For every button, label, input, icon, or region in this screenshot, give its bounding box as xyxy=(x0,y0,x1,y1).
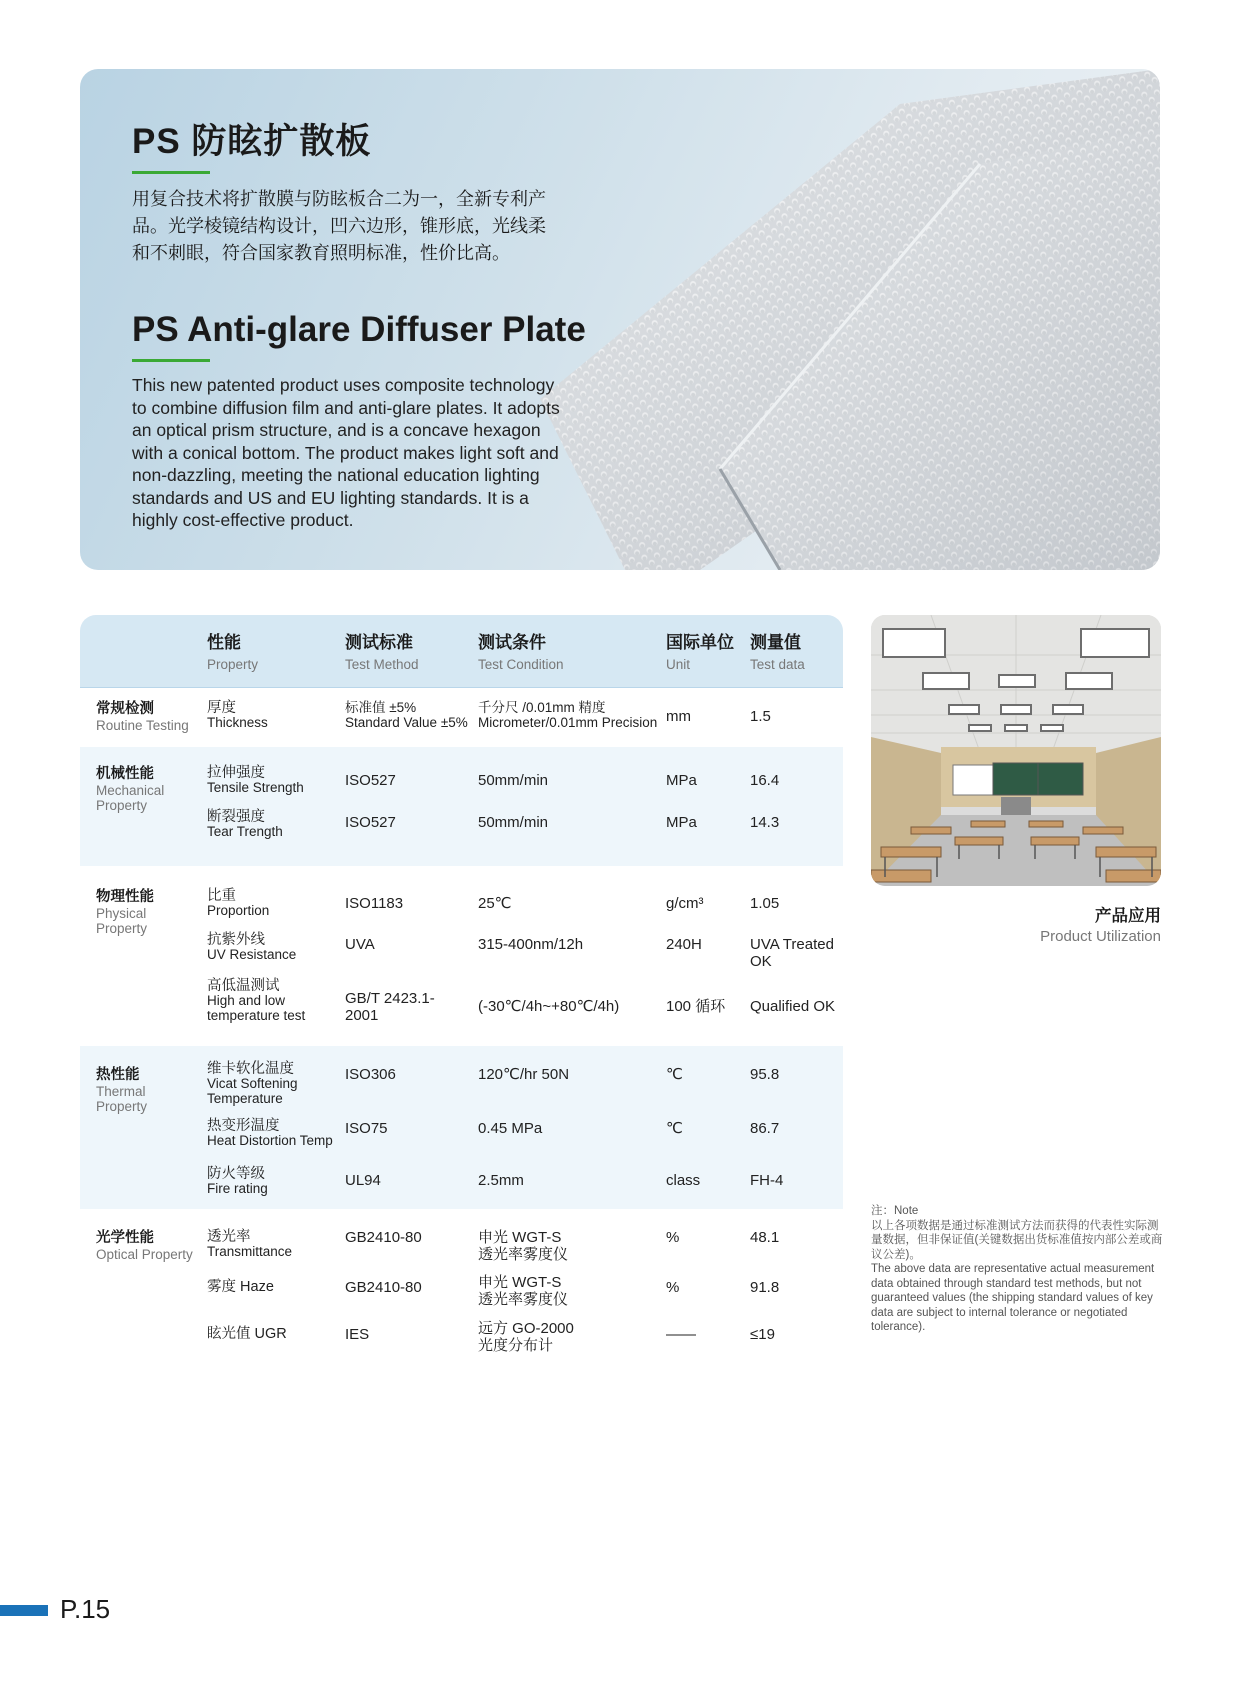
method-cell: GB2410-80 xyxy=(345,1229,422,1246)
value-cell: 14.3 xyxy=(750,814,780,831)
method-cell: ISO527 xyxy=(345,814,396,831)
value-cell: 1.5 xyxy=(750,708,771,725)
condition-cell: 315-400nm/12h xyxy=(478,936,584,953)
method-cell: ISO1183 xyxy=(345,895,404,912)
unit-cell: MPa xyxy=(666,772,697,789)
note-english: The above data are representative actual measurement data obtained through standard test methods, but not guaranteed values (the shipping standard values of key data are subject to internal tolerance or negotiated tolerance). xyxy=(871,1263,1155,1333)
unit-cell: % xyxy=(666,1279,680,1296)
section-routine-testing xyxy=(80,688,843,747)
value-cell: Qualified OK xyxy=(750,998,836,1015)
title-english: PS Anti-glare Diffuser Plate xyxy=(132,310,586,349)
section-physical xyxy=(80,866,843,1046)
method-cell: ISO306 xyxy=(345,1066,396,1083)
title-underline xyxy=(132,359,210,362)
condition-cell: 50mm/min xyxy=(478,772,549,789)
unit-cell: ℃ xyxy=(666,1120,683,1137)
condition-cell: 120℃/hr 50N xyxy=(478,1066,570,1083)
method-cell: 标准值 ±5% Standard Value ±5% xyxy=(345,700,468,730)
note-chinese: 以上各项数据是通过标准测试方法而获得的代表性实际测量数据，但非保证值(关键数据出货标准值按内部公差或商议公差)。 xyxy=(871,1219,1163,1261)
header-unit: 国际单位 Unit xyxy=(666,633,734,672)
property-cell: 厚度 Thickness xyxy=(207,700,268,730)
unit-cell: 100 循环 xyxy=(666,998,726,1015)
unit-cell: 240H xyxy=(666,936,702,953)
category-label: 热性能 Thermal Property xyxy=(96,1067,148,1114)
value-cell: 86.7 xyxy=(750,1120,780,1137)
method-cell: UL94 xyxy=(345,1172,381,1189)
condition-cell: 25℃ xyxy=(478,895,512,912)
value-cell: 1.05 xyxy=(750,895,780,912)
category-label: 光学性能 Optical Property xyxy=(96,1230,193,1262)
method-cell: GB2410-80 xyxy=(345,1279,422,1296)
value-cell: 16.4 xyxy=(750,772,780,789)
application-title: 产品应用 xyxy=(1095,907,1161,925)
unit-cell: ℃ xyxy=(666,1066,683,1083)
footnote xyxy=(871,1204,1163,1335)
unit-cell: g/cm³ xyxy=(666,895,704,912)
property-cell: 断裂强度 Tear Trength xyxy=(207,809,283,839)
value-cell: ≤19 xyxy=(750,1326,775,1343)
property-cell: 高低温测试 High and low temperature test xyxy=(207,978,306,1023)
value-cell: 95.8 xyxy=(750,1066,780,1083)
method-cell: GB/T 2423.1-2001 xyxy=(345,990,435,1024)
property-cell: 比重 Proportion xyxy=(207,888,270,918)
application-subtitle: Product Utilization xyxy=(1040,928,1161,945)
header-test-condition: 测试条件 Test Condition xyxy=(478,633,564,672)
title-chinese: PS 防眩扩散板 xyxy=(132,122,372,161)
property-cell: 雾度 Haze xyxy=(207,1279,274,1295)
condition-cell: 2.5mm xyxy=(478,1172,524,1189)
method-cell: UVA xyxy=(345,936,375,953)
property-table xyxy=(80,615,843,1359)
condition-cell: 0.45 MPa xyxy=(478,1120,543,1137)
section-mechanical xyxy=(80,747,843,866)
property-cell: 防火等级 Fire rating xyxy=(207,1166,268,1196)
section-thermal xyxy=(80,1046,843,1209)
method-cell: IES xyxy=(345,1326,370,1343)
header-test-method: 测试标准 Test Method xyxy=(345,633,419,672)
title-underline xyxy=(132,171,210,174)
category-label: 机械性能 Mechanical Property xyxy=(96,766,165,813)
method-cell: ISO75 xyxy=(345,1120,388,1137)
unit-cell: % xyxy=(666,1229,680,1246)
condition-cell: 申光 WGT-S 透光率雾度仪 xyxy=(478,1274,569,1308)
value-cell: FH-4 xyxy=(750,1172,784,1189)
condition-cell: 申光 WGT-S 透光率雾度仪 xyxy=(478,1229,569,1263)
method-cell: ISO527 xyxy=(345,772,396,789)
description-chinese: 用复合技术将扩散膜与防眩板合二为一，全新专利产品。光学棱镜结构设计，凹六边形，锥形底，光线柔和不刺眼，符合国家教育照明标准，性价比高。 xyxy=(132,189,546,263)
property-cell: 抗紫外线 UV Resistance xyxy=(207,932,297,962)
section-optical xyxy=(80,1209,843,1359)
hero-banner xyxy=(80,69,1160,570)
unit-cell: MPa xyxy=(666,814,697,831)
unit-cell: —— xyxy=(666,1326,696,1343)
condition-cell: 50mm/min xyxy=(478,814,549,831)
property-cell: 维卡软化温度 Vicat Softening Temperature xyxy=(207,1061,298,1106)
unit-cell: class xyxy=(666,1172,701,1189)
unit-cell: mm xyxy=(666,708,691,725)
value-cell: 91.8 xyxy=(750,1279,780,1296)
property-cell: 眩光值 UGR xyxy=(207,1326,287,1342)
category-label: 常规检测 Routine Testing xyxy=(96,701,189,733)
property-cell: 拉伸强度 Tensile Strength xyxy=(207,765,304,795)
value-cell: UVA Treated OK xyxy=(750,936,834,970)
header-property: 性能 Property xyxy=(207,633,259,672)
page-number: P.15 xyxy=(60,1594,111,1624)
table-header xyxy=(80,615,843,688)
page-accent-bar xyxy=(0,1605,48,1616)
condition-cell: 千分尺 /0.01mm 精度 Micrometer/0.01mm Precision xyxy=(478,700,658,730)
category-label: 物理性能 Physical Property xyxy=(96,889,154,936)
header-test-data: 测量值 Test data xyxy=(750,633,805,672)
property-cell: 热变形温度 Heat Distortion Temp xyxy=(207,1118,333,1148)
property-cell: 透光率 Transmittance xyxy=(207,1229,293,1259)
classroom-photo xyxy=(871,615,1161,886)
condition-cell: (-30℃/4h~+80℃/4h) xyxy=(478,998,620,1015)
description-english: This new patented product uses composite technology to combine diffusion film and anti-glare plates. It adopts an optical prism structure, and is a concave hexagon with a conical bottom. The product makes light soft and non-dazzling, meeting the national education lighting standards and US and EU lighting standards. It is a highly cost-effective product. xyxy=(132,375,560,530)
condition-cell: 远方 GO-2000 光度分布计 xyxy=(478,1320,574,1354)
note-label: 注：Note xyxy=(871,1205,919,1217)
value-cell: 48.1 xyxy=(750,1229,780,1246)
